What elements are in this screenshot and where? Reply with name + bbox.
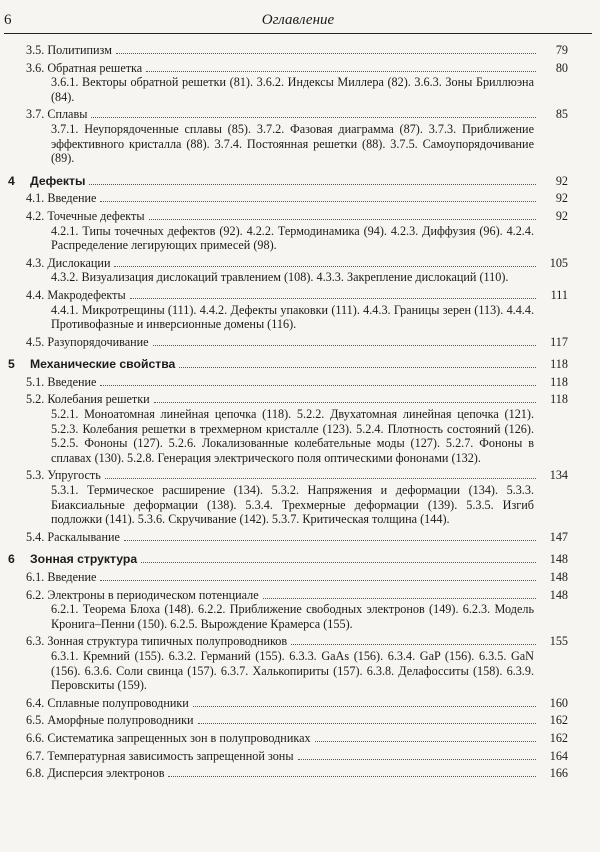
- toc-row: [8, 570, 568, 585]
- dot-leader: [124, 540, 536, 541]
- toc-section: [8, 392, 568, 465]
- header-rule: [4, 33, 592, 34]
- toc-row: [8, 335, 568, 350]
- dot-leader: [263, 598, 536, 599]
- running-title: Оглавление: [261, 12, 335, 28]
- toc-row: [8, 392, 568, 407]
- toc-section: [8, 731, 568, 746]
- toc-page-number: 85: [555, 107, 568, 122]
- toc-page-number: 118: [550, 392, 568, 407]
- toc-page-number: 160: [549, 695, 568, 710]
- toc-chapter: [8, 357, 568, 372]
- toc-subsections: 5.2.1. Моноатомная линейная цепочка (118). 5.2.2. Двухатомная линейная цепочка (121). 5.2.3. Колебания решетки в трехмерном кристалле (123). 5.2.4. Плотность состояний (126). 5.2.5. Фононы (127). 5.2.6. Локализованные колебательные моды (127). 5.2.7. Фононы в сплавах (130). 5.2.8. Генерация электрического поля оптическими фононами (132).: [51, 407, 534, 465]
- toc-row: [8, 375, 568, 390]
- toc-section: [8, 749, 568, 764]
- toc-section: [8, 43, 568, 58]
- toc-label: Механические свойства: [30, 357, 176, 372]
- toc-subsections: 3.7.1. Неупорядоченные сплавы (85). 3.7.2. Фазовая диаграмма (87). 3.7.3. Приближение эффективного кристалла (88). 3.7.4. Постоянная решетки (88). 3.7.5. Самоупорядочивание (89).: [51, 121, 534, 166]
- toc-section: [8, 766, 568, 781]
- toc-subsections: 3.6.1. Векторы обратной решетки (81). 3.6.2. Индексы Миллера (82). 3.6.3. Зоны Бриллюэна (84).: [51, 75, 534, 104]
- toc-label: 5.4. Раскалывание: [26, 529, 120, 544]
- toc-page-number: 162: [549, 713, 568, 728]
- dot-leader: [153, 345, 536, 346]
- toc-label: 6.3. Зонная структура типичных полупроводников: [26, 634, 288, 649]
- toc-chapter: [8, 552, 568, 567]
- page-number: 6: [4, 12, 12, 28]
- dot-leader: [105, 478, 536, 479]
- toc-row: [8, 634, 568, 649]
- dot-leader: [91, 117, 536, 118]
- toc-label: 4.5. Разупорядочивание: [26, 334, 149, 349]
- dot-leader: [114, 266, 536, 267]
- toc-page-number: 111: [550, 287, 568, 302]
- toc-label: 3.7. Сплавы: [26, 107, 88, 122]
- toc-page-number: 118: [550, 374, 568, 389]
- toc-label: 4.2. Точечные дефекты: [26, 208, 145, 223]
- toc-subsections: 5.3.1. Термическое расширение (134). 5.3.2. Напряжения и деформации (134). 5.3.3. Биаксиальные деформации (138). 5.3.4. Трехмерные деформации (139). 5.3.5. Изгиб подложки (141). 5.3.6. Скручивание (142). 5.3.7. Критическая толщина (144).: [51, 483, 534, 527]
- toc-subsections: 4.4.1. Микротрещины (111). 4.4.2. Дефекты упаковки (111). 4.4.3. Границы зерен (113). 4.4.4. Противофазные и инверсионные домены (116).: [51, 302, 534, 332]
- chapter-number: 6: [8, 552, 15, 567]
- toc-row: [8, 731, 568, 746]
- dot-leader: [291, 644, 536, 645]
- toc-section: [8, 288, 568, 332]
- toc-chapter: [8, 174, 568, 189]
- toc-page-number: 148: [549, 587, 568, 602]
- toc-section: [8, 570, 568, 585]
- toc-page-number: 92: [555, 191, 568, 206]
- running-header: [4, 12, 592, 34]
- toc-section: [8, 209, 568, 253]
- toc-label: 5.1. Введение: [26, 374, 97, 389]
- toc-row: [8, 209, 568, 224]
- dot-leader: [100, 385, 536, 386]
- toc-page-number: 80: [555, 60, 568, 75]
- toc-row: [8, 107, 568, 122]
- toc-page-number: 147: [549, 529, 568, 544]
- toc-page-number: 134: [549, 468, 568, 483]
- toc-section: [8, 696, 568, 711]
- toc-section: [8, 335, 568, 350]
- toc-row: [8, 468, 568, 483]
- toc-section: [8, 634, 568, 692]
- chapter-number: 4: [8, 173, 15, 188]
- dot-leader: [193, 706, 536, 707]
- toc-row: [8, 552, 568, 567]
- toc-row: [8, 256, 568, 271]
- toc-row: [8, 61, 568, 76]
- toc-page-number: 118: [550, 357, 568, 372]
- toc-row: [8, 766, 568, 781]
- toc-row: [8, 288, 568, 303]
- toc-label: 6.1. Введение: [26, 570, 97, 584]
- dot-leader: [141, 562, 536, 563]
- toc-subsections: 6.2.1. Теорема Блоха (148). 6.2.2. Приближение свободных электронов (149). 6.2.3. Модель Кронига–Пенни (150). 6.2.5. Вырождение Крамерса (155).: [51, 602, 534, 631]
- dot-leader: [168, 776, 536, 777]
- dot-leader: [315, 741, 536, 742]
- toc-row: [8, 530, 568, 545]
- toc-label: 6.8. Дисперсия электронов: [26, 766, 165, 781]
- toc-page-number: 148: [549, 552, 568, 567]
- chapter-number: 5: [8, 357, 15, 372]
- dot-leader: [100, 580, 536, 581]
- toc-row: [8, 749, 568, 764]
- toc-section: [8, 61, 568, 105]
- toc-section: [8, 191, 568, 206]
- toc-subsections: 4.2.1. Типы точечных дефектов (92). 4.2.2. Термодинамика (94). 4.2.3. Диффузия (96). 4.2.4. Распределение легирующих примесей (98).: [51, 223, 534, 253]
- toc-row: [8, 713, 568, 728]
- dot-leader: [298, 759, 536, 760]
- toc-row: [8, 696, 568, 711]
- dot-leader: [198, 723, 536, 724]
- dot-leader: [154, 402, 536, 403]
- toc-label: 3.5. Политипизм: [26, 43, 112, 57]
- toc-section: [8, 713, 568, 728]
- toc-row: [8, 588, 568, 603]
- toc-page-number: 105: [549, 255, 568, 270]
- toc-label: 5.3. Упругость: [26, 468, 101, 483]
- dot-leader: [116, 53, 536, 54]
- toc-label: 6.6. Систематика запрещенных зон в полупроводниках: [26, 730, 311, 745]
- toc-subsections: 4.3.2. Визуализация дислокаций травлением (108). 4.3.3. Закрепление дислокаций (110).: [51, 270, 509, 285]
- toc-section: [8, 530, 568, 545]
- toc-page-number: 79: [555, 43, 568, 57]
- toc-page-number: 155: [549, 634, 568, 649]
- toc-section: [8, 588, 568, 632]
- toc-label: Дефекты: [30, 173, 86, 188]
- toc-row: [8, 191, 568, 206]
- dot-leader: [179, 367, 536, 368]
- toc-label: 6.4. Сплавные полупроводники: [26, 695, 189, 710]
- dot-leader: [100, 201, 536, 202]
- toc-label: 4.4. Макродефекты: [26, 287, 126, 302]
- toc-page-number: 92: [555, 173, 568, 188]
- toc-section: [8, 375, 568, 390]
- dot-leader: [146, 71, 536, 72]
- dot-leader: [89, 184, 536, 185]
- toc-label: 4.3. Дислокации: [26, 255, 111, 270]
- toc-label: 5.2. Колебания решетки: [26, 392, 150, 407]
- toc-page-number: 117: [550, 334, 568, 349]
- toc-label: 4.1. Введение: [26, 191, 97, 206]
- toc-page-number: 92: [555, 208, 568, 223]
- dot-leader: [130, 298, 536, 299]
- toc-label: Зонная структура: [30, 552, 138, 567]
- toc-page-number: 162: [549, 730, 568, 745]
- toc-section: [8, 107, 568, 165]
- toc-label: 6.5. Аморфные полупроводники: [26, 713, 194, 728]
- toc-page-number: 166: [549, 766, 568, 781]
- toc-label: 6.2. Электроны в периодическом потенциале: [26, 587, 259, 602]
- toc-label: 3.6. Обратная решетка: [26, 60, 143, 75]
- toc-row: [8, 43, 568, 58]
- toc-row: [8, 357, 568, 372]
- toc-section: [8, 468, 568, 526]
- toc-section: [8, 256, 568, 285]
- dot-leader: [149, 219, 536, 220]
- toc-page-number: 164: [549, 748, 568, 763]
- table-of-contents: [8, 40, 568, 781]
- toc-page-number: 148: [549, 570, 568, 584]
- toc-label: 6.7. Температурная зависимость запрещенной зоны: [26, 748, 294, 763]
- toc-row: [8, 174, 568, 189]
- toc-subsections: 6.3.1. Кремний (155). 6.3.2. Германий (155). 6.3.3. GaAs (156). 6.3.4. GaP (156). 6.3.5. GaN (156). 6.3.6. Соли свинца (157). 6.3.7. Халькопириты (157). 6.3.8. Делафосситы (158). 6.3.9. Перовскиты (159).: [51, 648, 534, 693]
